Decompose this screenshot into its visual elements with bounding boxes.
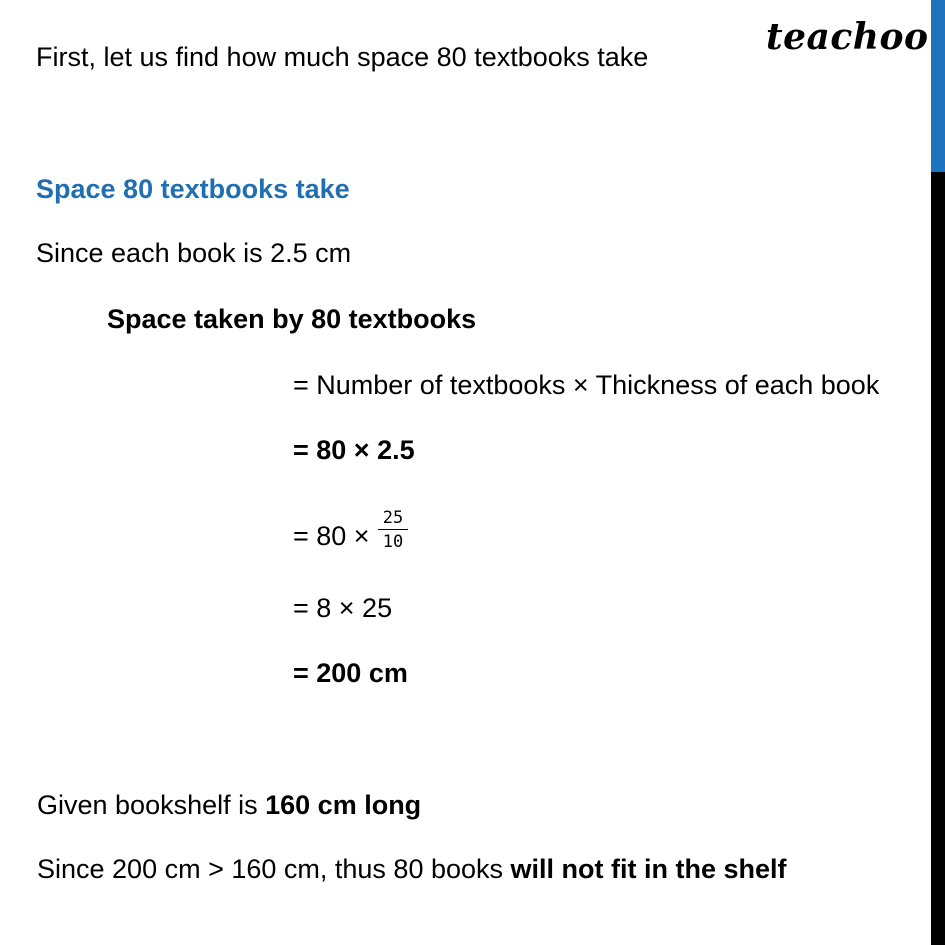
- sidebar-accent: [931, 0, 945, 172]
- given-length-value: 160 cm long: [265, 790, 422, 820]
- given-thickness-text: Since each book is 2.5 cm: [36, 238, 352, 268]
- given-length-prefix: Given bookshelf is: [37, 790, 266, 820]
- formula-step: = Number of textbooks × Thickness of each book: [293, 370, 880, 400]
- intro-text: First, let us find how much space 80 textbooks take: [36, 42, 649, 72]
- subheading: Space taken by 80 textbooks: [107, 304, 477, 334]
- fraction-denominator: 10: [382, 532, 404, 552]
- fraction-numerator: 25: [378, 509, 408, 530]
- multiplication-step: = 80 × 2.5: [293, 435, 415, 465]
- result-step: = 200 cm: [293, 658, 408, 688]
- simplify-step: = 8 × 25: [293, 593, 393, 623]
- conclusion-result: will not fit in the shelf: [510, 854, 787, 884]
- section-heading: Space 80 textbooks take: [36, 174, 350, 204]
- fraction: [378, 509, 408, 551]
- fraction-step-prefix: = 80 ×: [293, 521, 370, 551]
- given-length-text: [37, 788, 421, 822]
- conclusion-text: [37, 852, 787, 886]
- conclusion-prefix: Since 200 cm > 160 cm, thus 80 books: [37, 854, 511, 884]
- teachoo-logo: teachoo: [766, 16, 929, 58]
